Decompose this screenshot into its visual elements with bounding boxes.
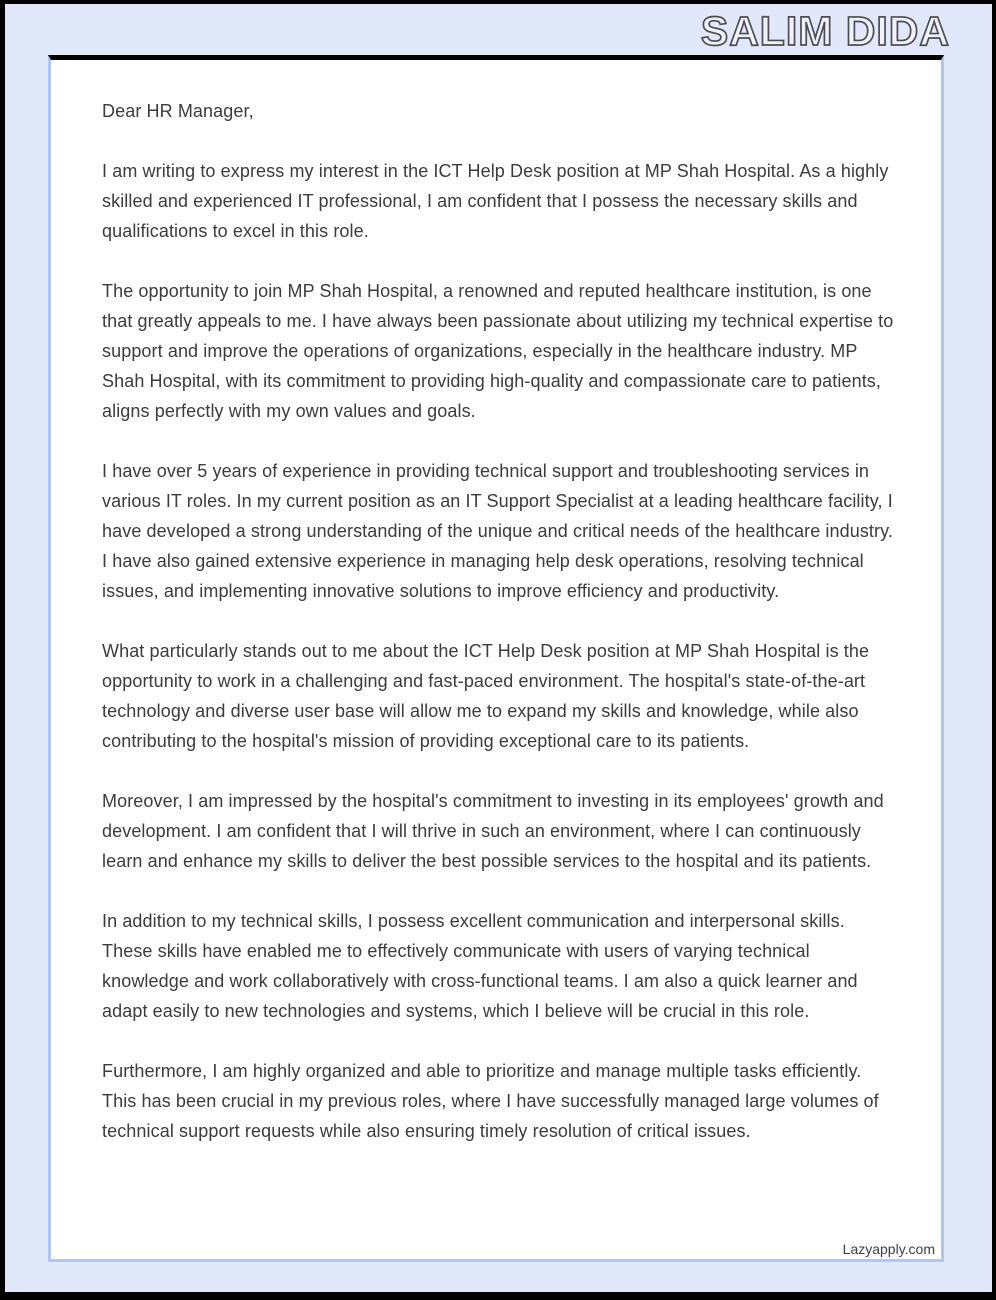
lazyapply-watermark: Lazyapply.com (842, 1241, 935, 1257)
letter-paragraph: What particularly stands out to me about the ICT Help Desk position at MP Shah Hospital is the opportunity to work in a challenging and fast-paced environment. The hospital's state-of-the-art technology and diverse user base will allow me to expand my skills and knowledge, while also contributing to the hospital's mission of providing exceptional care to its patients. (102, 641, 870, 751)
letter-sheet (48, 55, 944, 1262)
letter-paragraph: I have over 5 years of experience in providing technical support and troubleshooting services in various IT roles. In my current position as an IT Support Specialist at a leading healthcare facility, I have developed a strong understanding of the unique and critical needs of the healthcare industry. I have also gained extensive experience in managing help desk operations, resolving technical issues, and implementing innovative solutions to improve efficiency and productivity. (102, 461, 893, 601)
letter-paragraph: I am writing to express my interest in the ICT Help Desk position at MP Shah Hospital. As a highly skilled and experienced IT professional, I am confident that I possess the necessary skills and qualifications to excel in this role. (102, 161, 889, 241)
letter-paragraph: The opportunity to join MP Shah Hospital, a renowned and reputed healthcare institution, is one that greatly appeals to me. I have always been passionate about utilizing my technical expertise to support and improve the operations of organizations, especially in the healthcare industry. MP Shah Hospital, with its commitment to providing high-quality and compassionate care to patients, aligns perfectly with my own values and goals. (102, 281, 894, 421)
letter-paragraph: Furthermore, I am highly organized and able to prioritize and manage multiple tasks efficiently. This has been crucial in my previous roles, where I have successfully managed large volumes of technical support requests while also ensuring timely resolution of critical issues. (102, 1061, 879, 1141)
greeting-line: Dear HR Manager, (102, 101, 254, 121)
letter-paragraph: Moreover, I am impressed by the hospital's commitment to investing in its employees' growth and development. I am confident that I will thrive in such an environment, where I can continuously learn and enhance my skills to deliver the best possible services to the hospital and its patients. (102, 791, 884, 871)
page-title: SALIM DIDA (700, 8, 950, 54)
letter-paragraph: In addition to my technical skills, I possess excellent communication and interpersonal skills. These skills have enabled me to effectively communicate with users of varying technical knowledge and work collaboratively with cross-functional teams. I am also a quick learner and adapt easily to new technologies and systems, which I believe will be crucial in this role. (102, 911, 858, 1021)
